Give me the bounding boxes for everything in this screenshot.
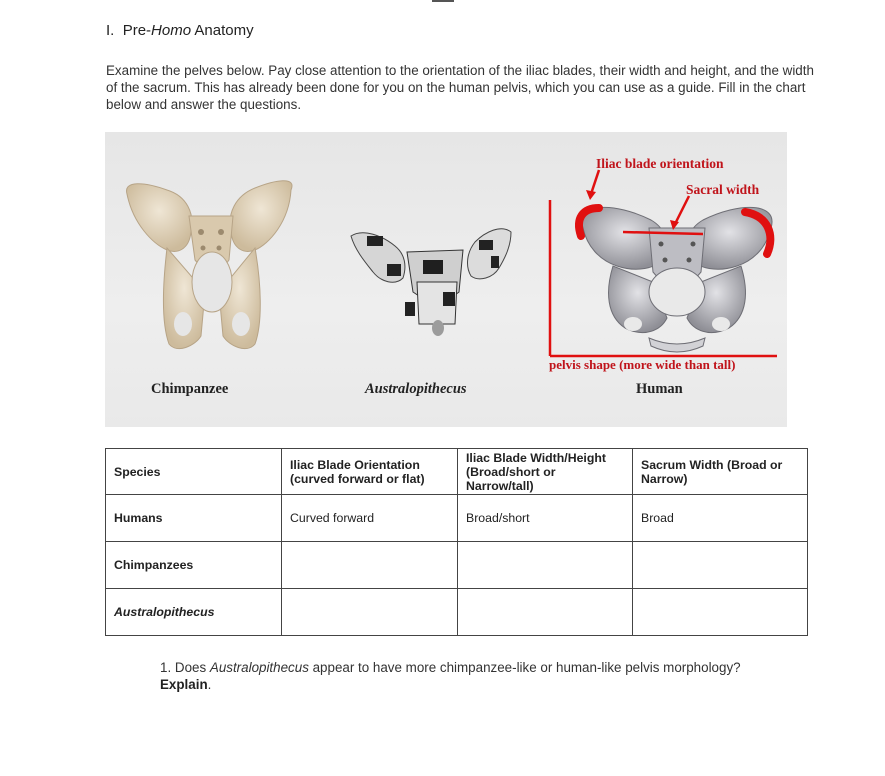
table-row: [106, 495, 808, 542]
width-height-cell[interactable]: Broad/short: [458, 495, 633, 542]
chimpanzee-caption: Chimpanzee: [151, 381, 229, 397]
header-species: Species: [106, 449, 282, 495]
header-orientation: Iliac Blade Orientation (curved forward or flat): [282, 449, 458, 495]
intro-paragraph: Examine the pelves below. Pay close attention to the orientation of the iliac blades, their width and height, and the width of the sacrum. This has already been done for you on the human pelvis, which you can use as a guide. Fill in the chart below and answer the questions.: [106, 63, 814, 112]
pelvis-shape-label: pelvis shape (more wide than tall): [549, 357, 736, 372]
species-cell: Chimpanzees: [106, 542, 282, 589]
orientation-cell[interactable]: [282, 589, 458, 636]
header-width-height: Iliac Blade Width/Height (Broad/short or Narrow/tall): [458, 449, 633, 495]
orientation-cell[interactable]: [282, 542, 458, 589]
sacrum-cell[interactable]: Broad: [633, 495, 808, 542]
anatomy-chart: [105, 448, 808, 636]
pelvis-comparison-figure: [105, 132, 787, 427]
width-height-cell[interactable]: [458, 589, 633, 636]
table-row: [106, 542, 808, 589]
top-rule: [432, 0, 454, 2]
human-caption: Human: [636, 381, 683, 397]
table-row: [106, 589, 808, 636]
width-height-cell[interactable]: [458, 542, 633, 589]
header-sacrum: Sacrum Width (Broad or Narrow): [633, 449, 808, 495]
sacral-width-label: Sacral width: [686, 182, 760, 197]
sacrum-cell[interactable]: [633, 542, 808, 589]
species-cell: Australopithecus: [106, 589, 282, 636]
table-header-row: [106, 449, 808, 495]
orientation-cell[interactable]: Curved forward: [282, 495, 458, 542]
chimpanzee-pelvis: [127, 181, 292, 349]
iliac-blade-orientation-label: Iliac blade orientation: [596, 156, 724, 171]
sacrum-cell[interactable]: [633, 589, 808, 636]
question-1: 1. Does Australopithecus appear to have more chimpanzee-like or human-like pelvis morphology? Explain.: [160, 660, 741, 692]
australopithecus-caption: Australopithecus: [365, 381, 467, 397]
species-cell: Humans: [106, 495, 282, 542]
section-heading: I. Pre-Homo Anatomy: [106, 22, 254, 39]
australopithecus-pelvis: [351, 229, 511, 336]
